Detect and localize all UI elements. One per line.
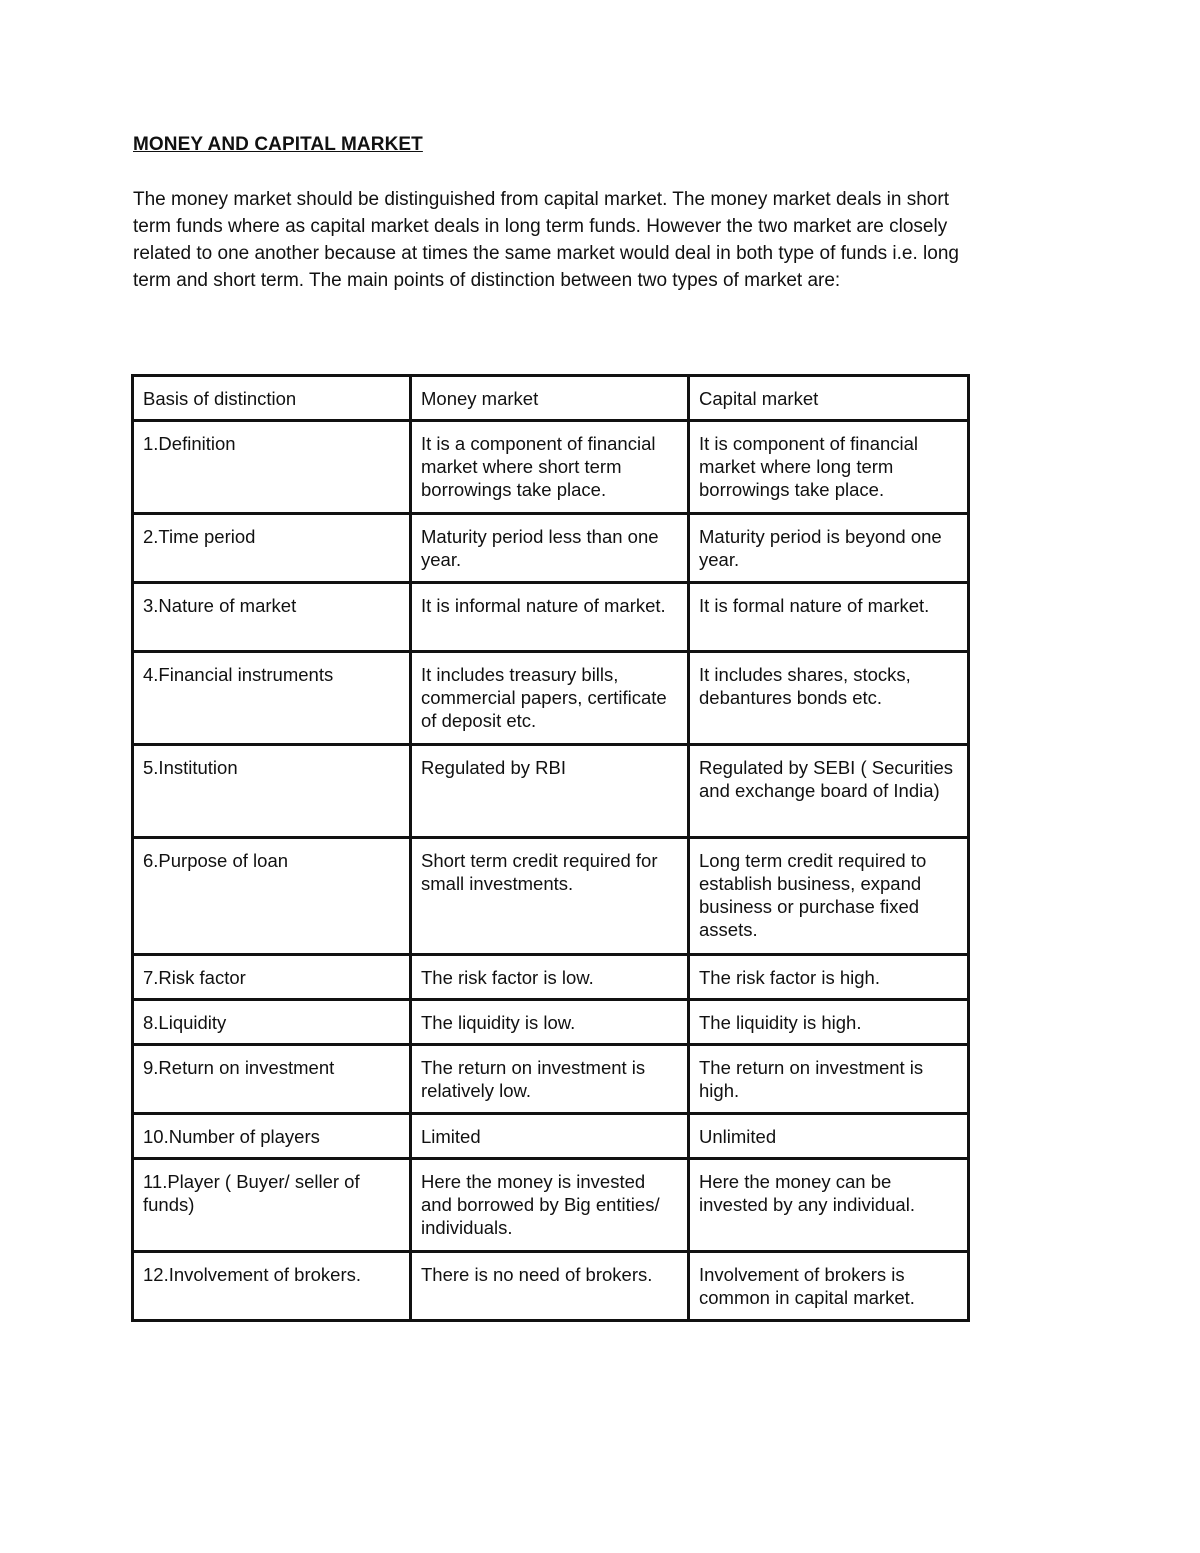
table-row <box>133 1045 969 1114</box>
cell-basis: 11.Player ( Buyer/ seller of funds) <box>133 1159 411 1252</box>
table-row <box>133 745 969 838</box>
intro-paragraph: The money market should be distinguished from capital market. The money market deals in short term funds where as capital market deals in long term funds. However the two market are closely related to one another because at times the same market would deal in both type of funds i.e. long term and short term. The main points of distinction between two types of market are: <box>133 189 959 291</box>
cell-basis: 9.Return on investment <box>133 1045 411 1114</box>
cell-money-market: Limited <box>411 1114 689 1159</box>
table-header-row <box>133 376 969 421</box>
cell-money-market: Regulated by RBI <box>411 745 689 838</box>
header-basis: Basis of distinction <box>133 376 411 421</box>
cell-capital-market: Regulated by SEBI ( Securities and exchange board of India) <box>689 745 969 838</box>
cell-basis: 7.Risk factor <box>133 955 411 1000</box>
table-row <box>133 421 969 514</box>
comparison-table <box>131 374 970 1322</box>
cell-basis: 6.Purpose of loan <box>133 838 411 955</box>
table-row <box>133 1000 969 1045</box>
cell-capital-market: Unlimited <box>689 1114 969 1159</box>
table-row <box>133 514 969 583</box>
cell-basis: 8.Liquidity <box>133 1000 411 1045</box>
header-money-market: Money market <box>411 376 689 421</box>
cell-money-market: It is a component of financial market where short term borrowings take place. <box>411 421 689 514</box>
cell-money-market: The return on investment is relatively low. <box>411 1045 689 1114</box>
cell-money-market: It is informal nature of market. <box>411 583 689 652</box>
cell-capital-market: Involvement of brokers is common in capital market. <box>689 1252 969 1321</box>
cell-capital-market: The return on investment is high. <box>689 1045 969 1114</box>
cell-basis: 1.Definition <box>133 421 411 514</box>
cell-capital-market: It is formal nature of market. <box>689 583 969 652</box>
page-title: MONEY AND CAPITAL MARKET <box>133 134 423 155</box>
cell-basis: 3.Nature of market <box>133 583 411 652</box>
cell-money-market: Short term credit required for small investments. <box>411 838 689 955</box>
cell-capital-market: The liquidity is high. <box>689 1000 969 1045</box>
table-row <box>133 1252 969 1321</box>
table-row <box>133 652 969 745</box>
cell-capital-market: Here the money can be invested by any individual. <box>689 1159 969 1252</box>
cell-money-market: Here the money is invested and borrowed by Big entities/ individuals. <box>411 1159 689 1252</box>
cell-money-market: The risk factor is low. <box>411 955 689 1000</box>
cell-basis: 12.Involvement of brokers. <box>133 1252 411 1321</box>
cell-basis: 4.Financial instruments <box>133 652 411 745</box>
table-row <box>133 1114 969 1159</box>
header-capital-market: Capital market <box>689 376 969 421</box>
table-row <box>133 838 969 955</box>
cell-money-market: It includes treasury bills, commercial papers, certificate of deposit etc. <box>411 652 689 745</box>
table-row <box>133 955 969 1000</box>
cell-money-market: Maturity period less than one year. <box>411 514 689 583</box>
table-row <box>133 583 969 652</box>
table-row <box>133 1159 969 1252</box>
cell-basis: 2.Time period <box>133 514 411 583</box>
cell-capital-market: It is component of financial market where long term borrowings take place. <box>689 421 969 514</box>
cell-capital-market: Long term credit required to establish business, expand business or purchase fixed assets. <box>689 838 969 955</box>
cell-basis: 5.Institution <box>133 745 411 838</box>
cell-capital-market: It includes shares, stocks, debantures bonds etc. <box>689 652 969 745</box>
cell-capital-market: Maturity period is beyond one year. <box>689 514 969 583</box>
cell-money-market: There is no need of brokers. <box>411 1252 689 1321</box>
cell-capital-market: The risk factor is high. <box>689 955 969 1000</box>
cell-money-market: The liquidity is low. <box>411 1000 689 1045</box>
cell-basis: 10.Number of players <box>133 1114 411 1159</box>
